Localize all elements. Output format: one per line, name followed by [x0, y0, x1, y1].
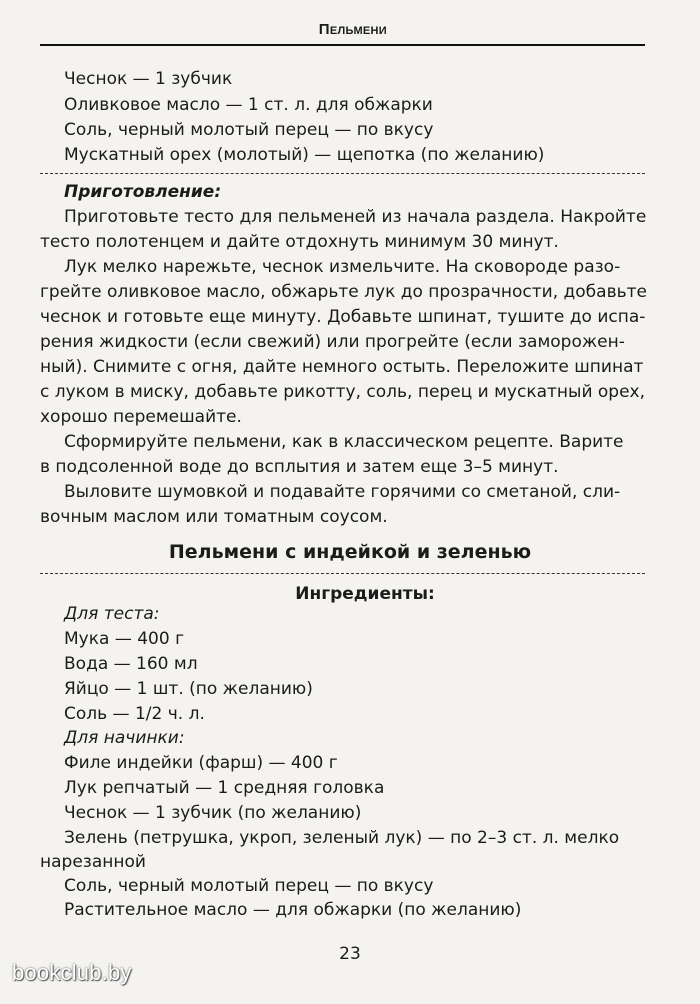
dough-label: Для теста: — [64, 604, 160, 624]
ingredient-line: Соль, черный молотый перец — по вкусу — [64, 876, 434, 896]
preparation-label: Приготовление: — [64, 182, 222, 202]
paragraph-line: с луком в миску, добавьте рикотту, соль, перец и мускатный орех, — [40, 382, 646, 402]
paragraph-line: в подсоленной воде до всплытия и затем еще 3–5 минут. — [40, 457, 559, 477]
paragraph-line: Сформируйте пельмени, как в классическом рецепте. Варите — [64, 432, 624, 452]
ingredient-line: Растительное масло — для обжарки (по желанию) — [64, 900, 522, 920]
recipe-title: Пельмени с индейкой и зеленью — [168, 541, 532, 563]
ingredient-line: Зелень (петрушка, укроп, зеленый лук) — по 2–3 ст. л. мелко — [64, 828, 620, 848]
watermark: bookclub.by — [12, 960, 132, 985]
ingredient-line: Соль, черный молотый перец — по вкусу — [64, 120, 434, 140]
page-header — [40, 18, 645, 46]
ingredient-line: Филе индейки (фарш) — 400 г — [64, 753, 338, 773]
paragraph-line: Лук мелко нарежьте, чеснок измельчите. На сковороде разо- — [64, 257, 621, 277]
ingredient-line: Чеснок — 1 зубчик — [64, 69, 233, 89]
ingredient-line: Яйцо — 1 шт. (по желанию) — [64, 679, 313, 699]
running-title: Пельмени — [318, 21, 387, 38]
ingredient-line: Вода — 160 мл — [64, 654, 198, 674]
ingredient-line: Чеснок — 1 зубчик (по желанию) — [64, 803, 362, 823]
paragraph-line: грейте оливковое масло, обжарьте лук до прозрачности, добавьте — [40, 282, 647, 302]
section-divider — [40, 173, 645, 174]
ingredient-line: Лук репчатый — 1 средняя головка — [64, 778, 385, 798]
paragraph-line: вочным маслом или томатным соусом. — [40, 507, 388, 527]
ingredient-line: нарезанной — [40, 852, 146, 872]
filling-label: Для начинки: — [64, 728, 185, 748]
paragraph-line: рения жидкости (если свежий) или прогрейте (если заморожен- — [40, 332, 625, 352]
paragraph-line: чеснок и готовьте еще минуту. Добавьте шпинат, тушите до испа- — [40, 307, 646, 327]
page-number: 23 — [339, 944, 361, 964]
ingredient-line: Мускатный орех (молотый) — щепотка (по желанию) — [64, 145, 545, 165]
ingredient-line: Мука — 400 г — [64, 629, 185, 649]
paragraph-line: ный). Снимите с огня, дайте немного остыть. Переложите шпинат — [40, 357, 644, 377]
ingredients-heading: Ингредиенты: — [295, 584, 435, 604]
paragraph-line: Приготовьте тесто для пельменей из начала раздела. Накройте — [64, 207, 647, 227]
ingredient-line: Оливковое масло — 1 ст. л. для обжарки — [64, 95, 433, 115]
paragraph-line: Выловите шумовкой и подавайте горячими со сметаной, сли- — [64, 482, 621, 502]
section-divider — [40, 573, 645, 574]
ingredient-line: Соль — 1/2 ч. л. — [64, 704, 205, 724]
paragraph-line: тесто полотенцем и дайте отдохнуть минимум 30 минут. — [40, 232, 559, 252]
paragraph-line: хорошо перемешайте. — [40, 407, 242, 427]
